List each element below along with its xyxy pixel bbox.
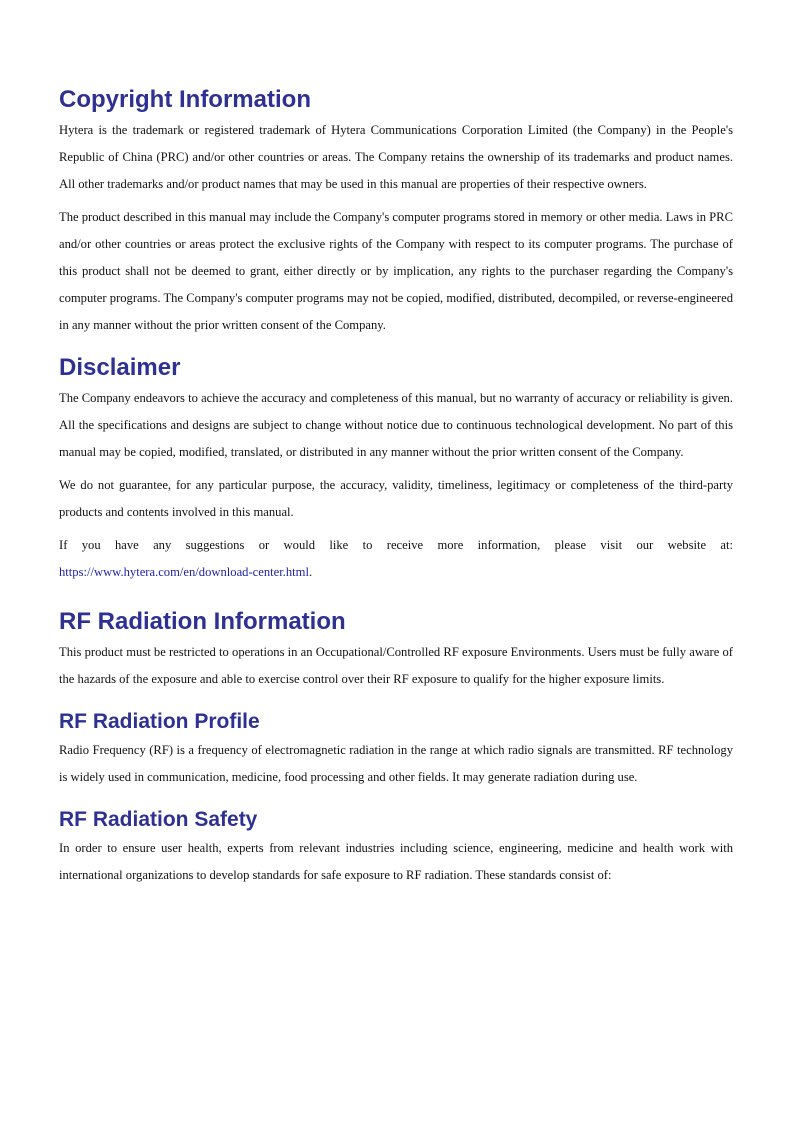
- disclaimer-paragraph-website: [59, 532, 733, 586]
- disclaimer-paragraph-third-party: We do not guarantee, for any particular purpose, the accuracy, validity, timeliness, legitimacy or completeness of the third-party products and contents involved in this manual.: [59, 478, 733, 519]
- website-prefix-text: If you have any suggestions or would like to receive more information, please visit our website at:: [59, 538, 733, 552]
- rf-radiation-safety-paragraph: In order to ensure user health, experts from relevant industries including science, engineering, medicine and health work with international organizations to develop standards for safe exposure to RF radiation. These standards consist of:: [59, 841, 733, 882]
- document-page: [59, 83, 733, 889]
- copyright-heading: Copyright Information: [59, 86, 311, 113]
- website-suffix-text: .: [308, 565, 313, 579]
- rf-radiation-information-heading: RF Radiation Information: [59, 608, 346, 635]
- rf-radiation-information-paragraph: This product must be restricted to operations in an Occupational/Controlled RF exposure Environments. Users must be fully aware of the hazards of the exposure and able to exercise control over their RF exposure to qualify for the higher exposure limits.: [59, 645, 733, 686]
- website-link[interactable]: https://www.hytera.com/en/download-center.html: [59, 565, 309, 579]
- rf-radiation-safety-heading: RF Radiation Safety: [59, 808, 258, 831]
- copyright-paragraph-programs: The product described in this manual may include the Company's computer programs stored in memory or other media. Laws in PRC and/or other countries or areas protect the exclusive rights of the Company with respect to its computer programs. The purchase of this product shall not be deemed to grant, either directly or by implication, any rights to the purchaser regarding the Company's computer programs. The Company's computer programs may not be copied, modified, distributed, decompiled, or reverse-engineered in any manner without the prior written consent of the Company.: [59, 210, 733, 332]
- rf-radiation-profile-paragraph: Radio Frequency (RF) is a frequency of electromagnetic radiation in the range at which radio signals are transmitted. RF technology is widely used in communication, medicine, food processing and other fields. It may generate radiation during use.: [59, 743, 733, 784]
- copyright-paragraph-trademark: Hytera is the trademark or registered trademark of Hytera Communications Corporation Limited (the Company) in the People's Republic of China (PRC) and/or other countries or areas. The Company retains the ownership of its trademarks and product names. All other trademarks and/or product names that may be used in this manual are properties of their respective owners.: [59, 123, 733, 191]
- disclaimer-paragraph-accuracy: The Company endeavors to achieve the accuracy and completeness of this manual, but no warranty of accuracy or reliability is given. All the specifications and designs are subject to change without notice due to continuous technological development. No part of this manual may be copied, modified, translated, or distributed in any manner without the prior written consent of the Company.: [59, 391, 733, 459]
- disclaimer-heading: Disclaimer: [59, 354, 181, 381]
- rf-radiation-profile-heading: RF Radiation Profile: [59, 710, 260, 733]
